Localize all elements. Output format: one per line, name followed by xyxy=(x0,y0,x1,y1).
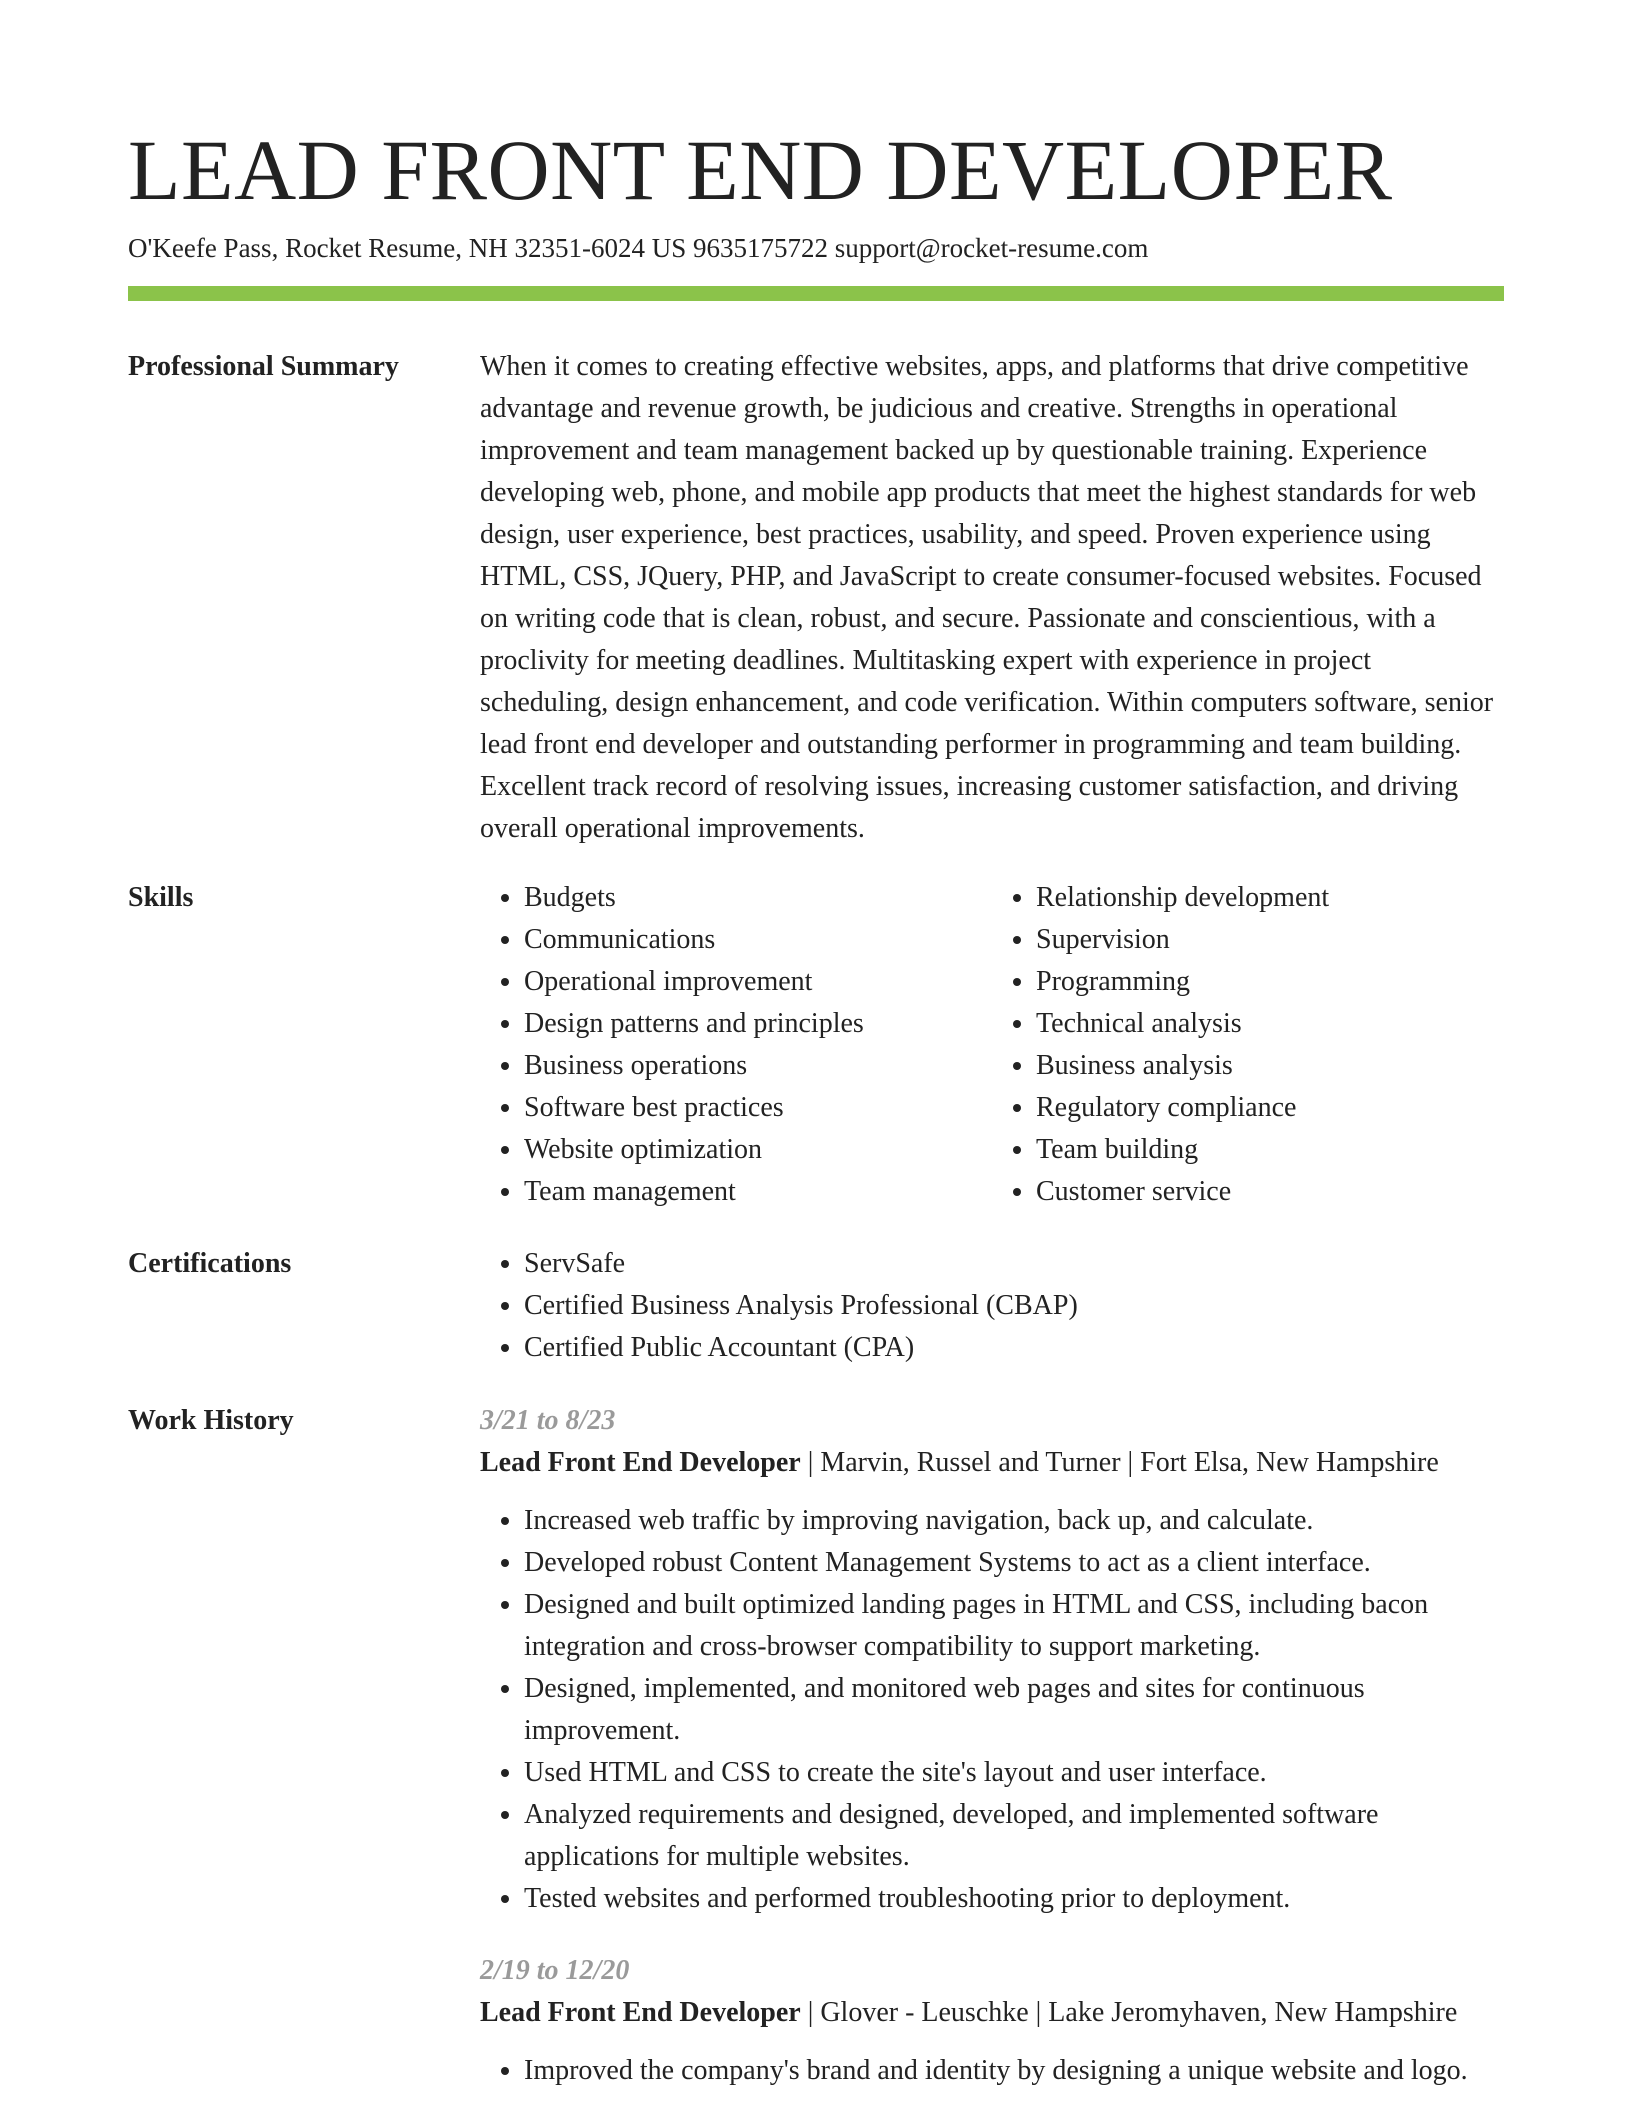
skills-heading: Skills xyxy=(128,882,194,913)
resume-title: LEAD FRONT END DEVELOPER xyxy=(128,122,1393,218)
certifications-body xyxy=(480,1243,1504,1369)
job-heading: Lead Front End Developer | Glover - Leuschke | Lake Jeromyhaven, New Hampshire xyxy=(480,1997,1458,2028)
job-entry xyxy=(480,1400,1504,1920)
job-duties-list xyxy=(480,2050,1504,2092)
skill-item: • Supervision xyxy=(1036,919,1504,961)
job-duty-item: • Improved the company's brand and identity by designing a unique website and logo. xyxy=(524,2050,1504,2092)
job-dates: 2/19 to 12/20 xyxy=(480,1955,630,1986)
summary-text: When it comes to creating effective websites, apps, and platforms that drive competitive advantage and revenue growth, be judicious and creative. Strengths in operational improvement and team management backed up by questionable training. Experience developing web, phone, and mobile app products that meet the highest standards for web design, user experience, best practices, usability, and speed. Proven experience using HTML, CSS, JQuery, PHP, and JavaScript to create consumer-focused websites. Focused on writing code that is clean, robust, and secure. Passionate and conscientious, with a proclivity for meeting deadlines. Multitasking expert with experience in project scheduling, design enhancement, and code verification. Within computers software, senior lead front end developer and outstanding performer in programming and team building. Excellent track record of resolving issues, increasing customer satisfaction, and driving overall operational improvements. xyxy=(480,351,1494,844)
certifications-list xyxy=(480,1243,1504,1369)
job-duty-item: • Tested websites and performed troubleshooting prior to deployment. xyxy=(524,1878,1504,1920)
job-duty-item: • Developed robust Content Management Systems to act as a client interface. xyxy=(524,1542,1504,1584)
job-duty-item: • Increased web traffic by improving navigation, back up, and calculate. xyxy=(524,1500,1504,1542)
job-duty-item: • Analyzed requirements and designed, developed, and implemented software applications for multiple websites. xyxy=(524,1794,1504,1878)
contact-address: O'Keefe Pass, Rocket Resume, NH 32351-6024 US xyxy=(128,233,687,263)
certification-item: • Certified Business Analysis Professional (CBAP) xyxy=(524,1285,1504,1327)
skill-item: • Communications xyxy=(524,919,992,961)
job-entry xyxy=(480,1950,1504,2092)
skills-body xyxy=(480,877,1504,1213)
summary-heading: Professional Summary xyxy=(128,351,399,382)
job-location: Lake Jeromyhaven, New Hampshire xyxy=(1048,1997,1458,2028)
skill-item: • Operational improvement xyxy=(524,961,992,1003)
skill-item: • Design patterns and principles xyxy=(524,1003,992,1045)
contact-line xyxy=(128,230,1148,266)
skill-item: • Budgets xyxy=(524,877,992,919)
job-location: Fort Elsa, New Hampshire xyxy=(1140,1447,1439,1478)
job-company: Marvin, Russel and Turner xyxy=(820,1447,1121,1478)
job-duty-item: • Used HTML and CSS to create the site's layout and user interface. xyxy=(524,1752,1504,1794)
skill-item: • Regulatory compliance xyxy=(1036,1087,1504,1129)
skill-item: • Business operations xyxy=(524,1045,992,1087)
certifications-heading: Certifications xyxy=(128,1248,292,1279)
contact-email[interactable]: support@rocket-resume.com xyxy=(834,233,1149,263)
certification-item: • Certified Public Accountant (CPA) xyxy=(524,1327,1504,1369)
skill-item: • Team management xyxy=(524,1171,992,1213)
job-heading: Lead Front End Developer | Marvin, Russel and Turner | Fort Elsa, New Hampshire xyxy=(480,1447,1439,1478)
job-duties-list xyxy=(480,1500,1504,1920)
contact-phone: 9635175722 xyxy=(693,233,829,263)
job-duty-item: • Designed and built optimized landing pages in HTML and CSS, including bacon integration and cross-browser compatibility to support marketing. xyxy=(524,1584,1504,1668)
job-dates: 3/21 to 8/23 xyxy=(480,1405,616,1436)
skills-list-left xyxy=(480,877,992,1213)
skill-item: • Website optimization xyxy=(524,1129,992,1171)
skill-item: • Software best practices xyxy=(524,1087,992,1129)
skill-item: • Team building xyxy=(1036,1129,1504,1171)
skill-item: • Relationship development xyxy=(1036,877,1504,919)
job-duty-item: • Designed, implemented, and monitored web pages and sites for continuous improvement. xyxy=(524,1668,1504,1752)
accent-divider xyxy=(128,286,1504,301)
job-title: Lead Front End Developer xyxy=(480,1447,801,1478)
skill-item: • Customer service xyxy=(1036,1171,1504,1213)
job-company: Glover - Leuschke xyxy=(820,1997,1029,2028)
skill-item: • Business analysis xyxy=(1036,1045,1504,1087)
job-title: Lead Front End Developer xyxy=(480,1997,801,2028)
work-history-body xyxy=(480,1400,1504,2092)
work-history-heading: Work History xyxy=(128,1405,294,1436)
summary-body xyxy=(480,346,1504,850)
skills-list-right xyxy=(992,877,1504,1213)
skill-item: • Technical analysis xyxy=(1036,1003,1504,1045)
skill-item: • Programming xyxy=(1036,961,1504,1003)
certification-item: • ServSafe xyxy=(524,1243,1504,1285)
